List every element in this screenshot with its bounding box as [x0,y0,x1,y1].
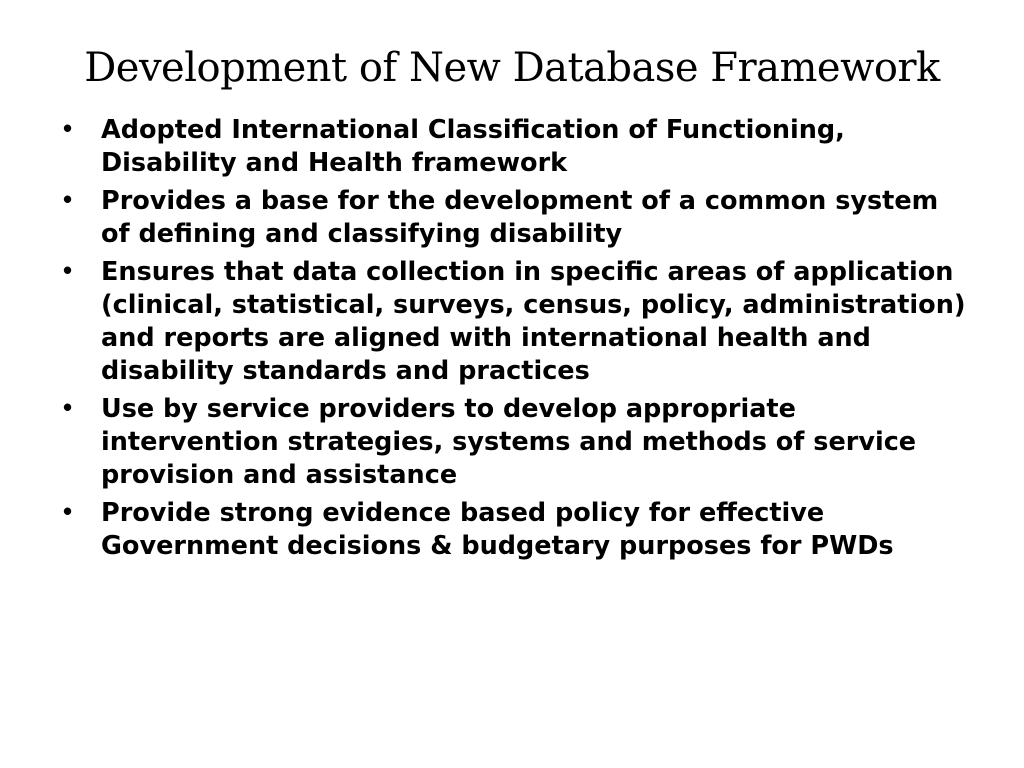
bullet-text: Provide strong evidence based policy for effective Government decisions & budgetary purposes for PWDs [101,498,894,561]
bullet-text: Ensures that data collection in specific areas of application (clinical, statistical, surveys, census, policy, administration) and reports are aligned with international health and disability standards and practices [101,257,966,386]
bullet-item [60,393,970,492]
bullet-item [60,185,970,251]
bullet-dot-icon: • [60,498,76,528]
bullet-dot-icon: • [60,257,76,287]
bullet-text: Use by service providers to develop appropriate intervention strategies, systems and methods of service provision and assistance [101,394,917,490]
bullet-dot-icon: • [60,115,76,145]
bullet-dot-icon: • [60,186,76,216]
bullet-dot-icon: • [60,394,76,424]
bullet-item [60,256,970,388]
bullet-text: Adopted International Classification of Functioning, Disability and Health framework [101,115,845,178]
bullet-item [60,497,970,563]
bullet-list [60,114,970,568]
bullet-item [60,114,970,180]
bullet-text: Provides a base for the development of a common system of defining and classifying disability [101,186,939,249]
slide-title: Development of New Database Framework [84,45,940,91]
